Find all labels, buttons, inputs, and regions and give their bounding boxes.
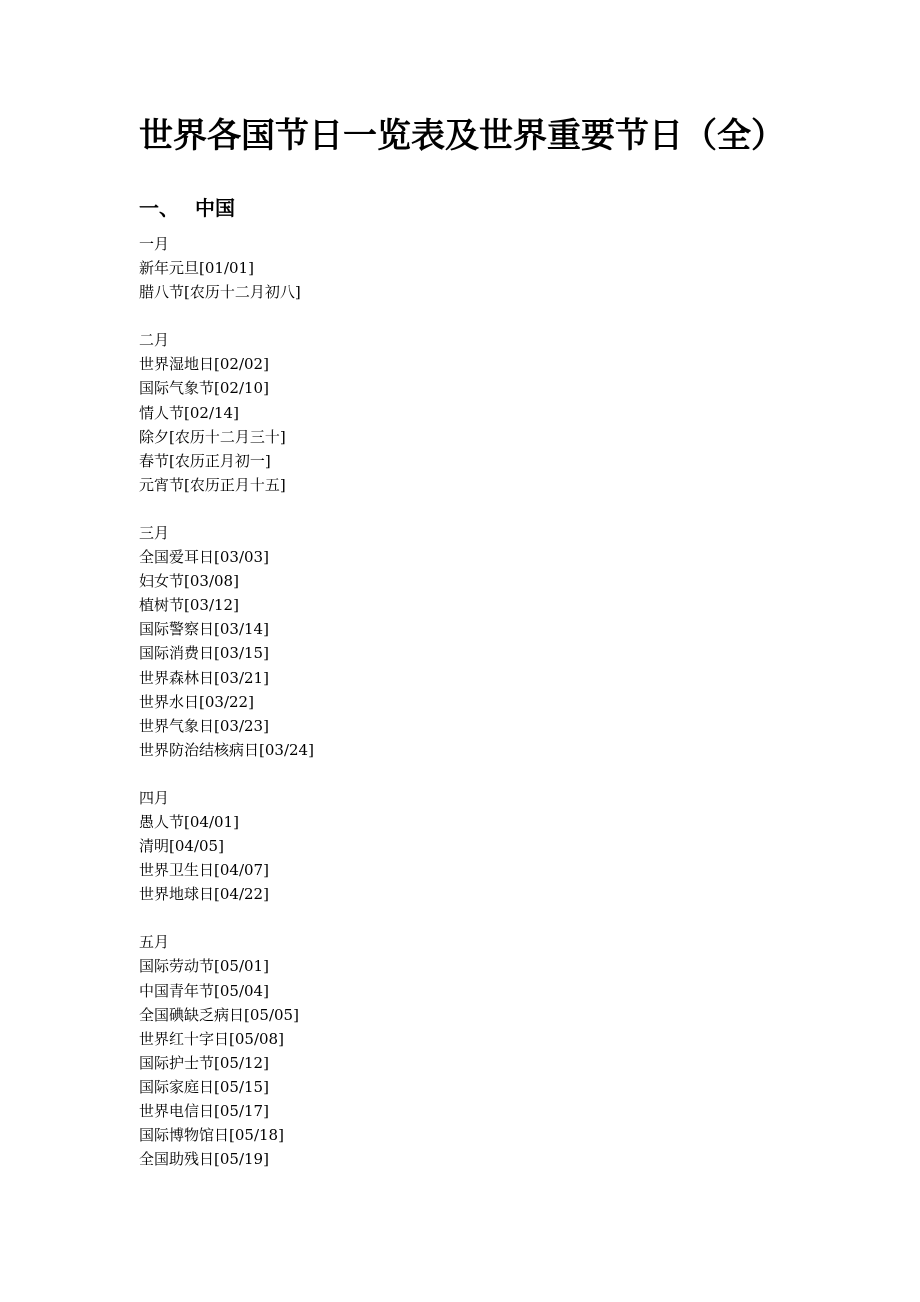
month-label: 五月	[139, 933, 170, 952]
holiday-entry: 国际警察日[03/14]	[139, 620, 269, 639]
month-label: 二月	[139, 331, 170, 350]
month-label: 四月	[139, 788, 170, 807]
holiday-entry: 世界卫生日[04/07]	[139, 861, 269, 880]
holiday-entry: 新年元旦[01/01]	[139, 259, 254, 278]
holiday-entry: 腊八节[农历十二月初八]	[139, 283, 301, 302]
month-block-april	[139, 786, 839, 906]
holiday-entry: 除夕[农历十二月三十]	[139, 427, 286, 446]
holiday-entry: 国际气象节[02/10]	[139, 379, 269, 398]
holiday-entry: 国际家庭日[05/15]	[139, 1077, 269, 1096]
month-label: 三月	[139, 523, 170, 542]
holiday-entry: 全国爱耳日[03/03]	[139, 548, 269, 567]
section-number: 一、	[139, 196, 179, 220]
section-name: 中国	[195, 196, 235, 220]
holiday-entry: 世界防治结核病日[03/24]	[139, 740, 314, 759]
month-label: 一月	[139, 235, 170, 253]
month-block-may	[139, 930, 839, 1171]
holiday-entry: 元宵节[农历正月十五]	[139, 475, 286, 494]
holiday-entry: 妇女节[03/08]	[139, 572, 239, 591]
holiday-entry: 世界电信日[05/17]	[139, 1102, 269, 1120]
holiday-entry: 全国碘缺乏病日[05/05]	[139, 1005, 299, 1024]
holiday-entry: 中国青年节[05/04]	[139, 981, 269, 1000]
month-block-february	[139, 328, 839, 497]
holiday-entry: 世界地球日[04/22]	[139, 885, 269, 904]
month-block-march	[139, 521, 839, 762]
holiday-entry: 植树节[03/12]	[139, 596, 239, 615]
month-block-january	[139, 232, 839, 304]
holiday-entry: 春节[农历正月初一]	[139, 451, 271, 470]
holiday-entry: 国际博物馆日[05/18]	[139, 1126, 284, 1145]
section-heading	[139, 194, 235, 222]
holiday-entry: 世界水日[03/22]	[139, 692, 254, 711]
holiday-entry: 世界气象日[03/23]	[139, 716, 269, 735]
holiday-entry: 国际劳动节[05/01]	[139, 957, 269, 976]
holiday-entry: 世界红十字日[05/08]	[139, 1029, 284, 1048]
holiday-entry: 国际护士节[05/12]	[139, 1053, 269, 1072]
holiday-entry: 全国助残日[05/19]	[139, 1150, 269, 1169]
holiday-entry: 愚人节[04/01]	[139, 812, 239, 831]
holiday-entry: 清明[04/05]	[139, 837, 224, 856]
document-title: 世界各国节日一览表及世界重要节日（全）	[139, 116, 785, 156]
holiday-entry: 国际消费日[03/15]	[139, 644, 269, 663]
holiday-entry: 世界湿地日[02/02]	[139, 355, 269, 374]
holiday-entry: 情人节[02/14]	[139, 403, 239, 422]
month-list	[139, 232, 839, 1195]
holiday-entry: 世界森林日[03/21]	[139, 668, 269, 687]
